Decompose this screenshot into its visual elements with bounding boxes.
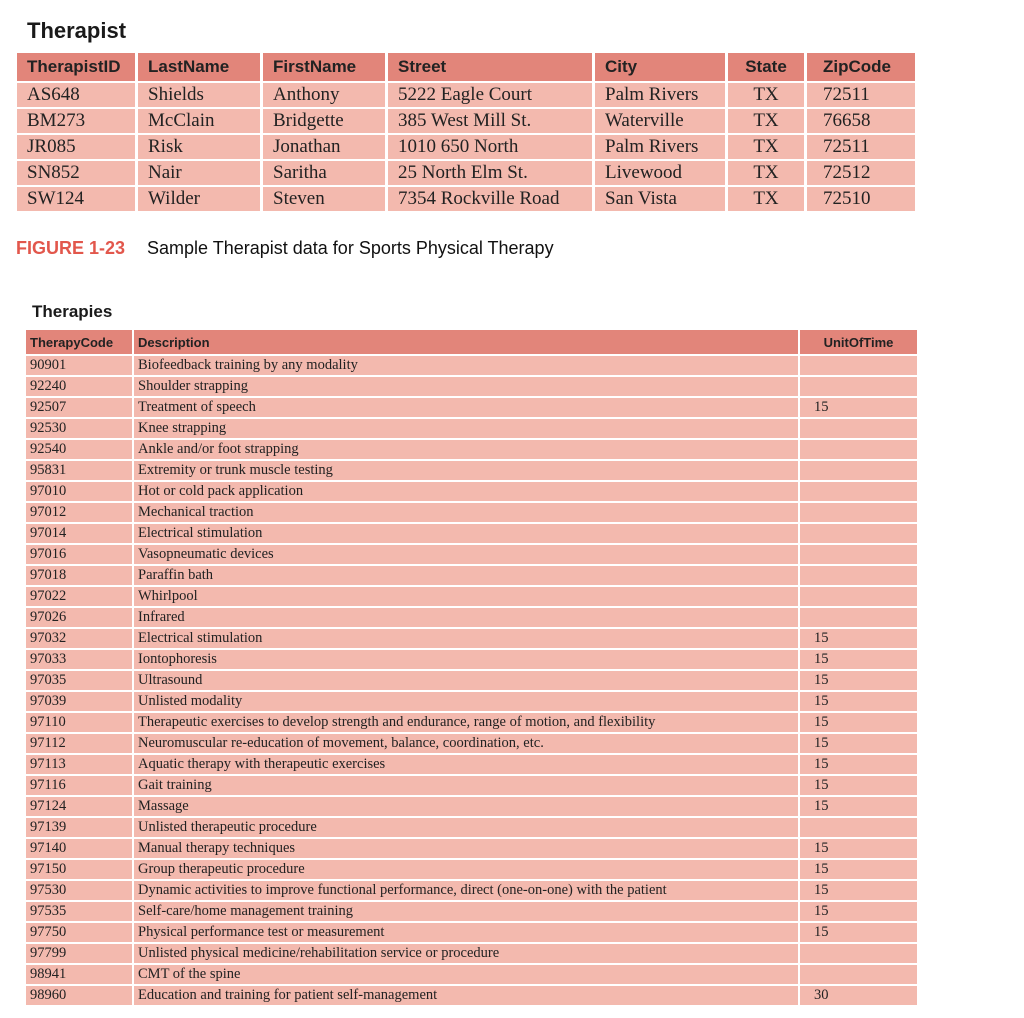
- column-header-state: State: [728, 53, 804, 81]
- table-row: [17, 187, 915, 211]
- column-header-therapistid: TherapistID: [17, 53, 135, 81]
- cell-therapycode: 97033: [26, 650, 132, 669]
- cell-unitoftime: 15: [800, 755, 917, 774]
- cell-unitoftime: [800, 482, 917, 501]
- cell-therapycode: 97035: [26, 671, 132, 690]
- column-header-zipcode: ZipCode: [807, 53, 915, 81]
- cell-state: TX: [728, 109, 804, 133]
- cell-therapycode: 97139: [26, 818, 132, 837]
- cell-description: Therapeutic exercises to develop strength and endurance, range of motion, and flexibility: [134, 713, 798, 732]
- cell-description: Whirlpool: [134, 587, 798, 606]
- cell-therapycode: 97010: [26, 482, 132, 501]
- cell-state: TX: [728, 83, 804, 107]
- cell-zipcode: 72511: [807, 83, 915, 107]
- cell-description: Unlisted therapeutic procedure: [134, 818, 798, 837]
- cell-description: Treatment of speech: [134, 398, 798, 417]
- cell-description: Mechanical traction: [134, 503, 798, 522]
- cell-firstname: Saritha: [263, 161, 385, 185]
- cell-city: Waterville: [595, 109, 725, 133]
- cell-unitoftime: 15: [800, 902, 917, 921]
- cell-unitoftime: 15: [800, 629, 917, 648]
- cell-therapycode: 97039: [26, 692, 132, 711]
- table-row: [26, 902, 917, 921]
- cell-description: Massage: [134, 797, 798, 816]
- column-header-description: Description: [134, 330, 798, 354]
- table-row: [26, 356, 917, 375]
- cell-description: Infrared: [134, 608, 798, 627]
- cell-lastname: Nair: [138, 161, 260, 185]
- cell-therapycode: 97112: [26, 734, 132, 753]
- cell-firstname: Bridgette: [263, 109, 385, 133]
- cell-zipcode: 72512: [807, 161, 915, 185]
- therapies-header-row: [26, 330, 917, 354]
- table-row: [26, 839, 917, 858]
- table-row: [26, 524, 917, 543]
- cell-therapycode: 97012: [26, 503, 132, 522]
- cell-unitoftime: [800, 503, 917, 522]
- column-header-firstname: FirstName: [263, 53, 385, 81]
- table-row: [26, 881, 917, 900]
- cell-description: Physical performance test or measurement: [134, 923, 798, 942]
- cell-firstname: Steven: [263, 187, 385, 211]
- table-row: [26, 776, 917, 795]
- cell-therapycode: 97750: [26, 923, 132, 942]
- cell-city: San Vista: [595, 187, 725, 211]
- cell-unitoftime: [800, 440, 917, 459]
- table-row: [17, 83, 915, 107]
- cell-firstname: Jonathan: [263, 135, 385, 159]
- table-row: [26, 608, 917, 627]
- cell-description: Iontophoresis: [134, 650, 798, 669]
- cell-street: 5222 Eagle Court: [388, 83, 592, 107]
- cell-unitoftime: 15: [800, 923, 917, 942]
- cell-unitoftime: 15: [800, 839, 917, 858]
- column-header-city: City: [595, 53, 725, 81]
- table-row: [26, 671, 917, 690]
- therapist-header-row: [17, 53, 915, 81]
- cell-description: Vasopneumatic devices: [134, 545, 798, 564]
- therapist-table: [14, 51, 918, 213]
- cell-state: TX: [728, 135, 804, 159]
- cell-unitoftime: [800, 587, 917, 606]
- cell-therapycode: 92540: [26, 440, 132, 459]
- therapies-table-title: Therapies: [32, 302, 113, 321]
- cell-therapycode: 98960: [26, 986, 132, 1005]
- cell-therapistid: SN852: [17, 161, 135, 185]
- cell-therapycode: 97116: [26, 776, 132, 795]
- cell-description: Manual therapy techniques: [134, 839, 798, 858]
- table-row: [26, 440, 917, 459]
- cell-description: Electrical stimulation: [134, 524, 798, 543]
- cell-unitoftime: [800, 377, 917, 396]
- cell-therapycode: 95831: [26, 461, 132, 480]
- cell-description: Electrical stimulation: [134, 629, 798, 648]
- cell-description: Hot or cold pack application: [134, 482, 798, 501]
- cell-unitoftime: 15: [800, 734, 917, 753]
- table-row: [26, 482, 917, 501]
- table-row: [26, 419, 917, 438]
- cell-unitoftime: 15: [800, 671, 917, 690]
- cell-therapycode: 97124: [26, 797, 132, 816]
- cell-therapistid: SW124: [17, 187, 135, 211]
- cell-unitoftime: [800, 608, 917, 627]
- table-row: [26, 755, 917, 774]
- cell-therapycode: 90901: [26, 356, 132, 375]
- cell-zipcode: 72511: [807, 135, 915, 159]
- cell-unitoftime: [800, 566, 917, 585]
- table-row: [26, 965, 917, 984]
- cell-description: Knee strapping: [134, 419, 798, 438]
- cell-description: Unlisted modality: [134, 692, 798, 711]
- cell-therapycode: 92240: [26, 377, 132, 396]
- cell-zipcode: 72510: [807, 187, 915, 211]
- cell-city: Palm Rivers: [595, 83, 725, 107]
- cell-lastname: McClain: [138, 109, 260, 133]
- cell-firstname: Anthony: [263, 83, 385, 107]
- column-header-street: Street: [388, 53, 592, 81]
- cell-street: 25 North Elm St.: [388, 161, 592, 185]
- cell-unitoftime: [800, 356, 917, 375]
- cell-lastname: Wilder: [138, 187, 260, 211]
- cell-description: Extremity or trunk muscle testing: [134, 461, 798, 480]
- cell-therapycode: 92507: [26, 398, 132, 417]
- table-row: [26, 818, 917, 837]
- cell-therapycode: 92530: [26, 419, 132, 438]
- cell-therapycode: 98941: [26, 965, 132, 984]
- cell-description: Ankle and/or foot strapping: [134, 440, 798, 459]
- cell-therapycode: 97113: [26, 755, 132, 774]
- table-row: [17, 109, 915, 133]
- table-row: [26, 377, 917, 396]
- cell-description: Paraffin bath: [134, 566, 798, 585]
- table-row: [26, 461, 917, 480]
- table-row: [26, 944, 917, 963]
- table-row: [17, 135, 915, 159]
- cell-therapistid: BM273: [17, 109, 135, 133]
- table-row: [26, 503, 917, 522]
- cell-lastname: Shields: [138, 83, 260, 107]
- cell-unitoftime: [800, 461, 917, 480]
- table-row: [26, 629, 917, 648]
- cell-street: 1010 650 North: [388, 135, 592, 159]
- table-row: [26, 797, 917, 816]
- cell-unitoftime: 15: [800, 860, 917, 879]
- table-row: [26, 734, 917, 753]
- cell-therapycode: 97140: [26, 839, 132, 858]
- cell-unitoftime: 15: [800, 398, 917, 417]
- cell-unitoftime: 15: [800, 692, 917, 711]
- cell-city: Palm Rivers: [595, 135, 725, 159]
- cell-unitoftime: [800, 545, 917, 564]
- cell-state: TX: [728, 161, 804, 185]
- table-row: [26, 986, 917, 1005]
- table-row: [26, 587, 917, 606]
- cell-unitoftime: 15: [800, 881, 917, 900]
- cell-unitoftime: [800, 944, 917, 963]
- figure-caption: [16, 238, 554, 259]
- cell-therapycode: 97016: [26, 545, 132, 564]
- table-row: [17, 161, 915, 185]
- cell-unitoftime: 15: [800, 650, 917, 669]
- table-row: [26, 692, 917, 711]
- cell-therapistid: JR085: [17, 135, 135, 159]
- cell-description: Dynamic activities to improve functional performance, direct (one-on-one) with the patient: [134, 881, 798, 900]
- cell-description: Ultrasound: [134, 671, 798, 690]
- cell-unitoftime: 15: [800, 797, 917, 816]
- table-row: [26, 923, 917, 942]
- cell-description: Aquatic therapy with therapeutic exercises: [134, 755, 798, 774]
- cell-therapycode: 97026: [26, 608, 132, 627]
- table-row: [26, 545, 917, 564]
- cell-therapycode: 97535: [26, 902, 132, 921]
- cell-zipcode: 76658: [807, 109, 915, 133]
- cell-unitoftime: 15: [800, 713, 917, 732]
- table-row: [26, 566, 917, 585]
- cell-description: Gait training: [134, 776, 798, 795]
- cell-therapycode: 97022: [26, 587, 132, 606]
- cell-unitoftime: 15: [800, 776, 917, 795]
- cell-lastname: Risk: [138, 135, 260, 159]
- column-header-lastname: LastName: [138, 53, 260, 81]
- cell-description: Unlisted physical medicine/rehabilitation service or procedure: [134, 944, 798, 963]
- cell-therapycode: 97150: [26, 860, 132, 879]
- cell-therapycode: 97799: [26, 944, 132, 963]
- cell-description: Education and training for patient self-management: [134, 986, 798, 1005]
- cell-unitoftime: [800, 419, 917, 438]
- cell-therapycode: 97530: [26, 881, 132, 900]
- cell-unitoftime: [800, 818, 917, 837]
- cell-street: 385 West Mill St.: [388, 109, 592, 133]
- cell-therapycode: 97014: [26, 524, 132, 543]
- figure-label: FIGURE 1-23: [16, 238, 126, 258]
- cell-unitoftime: [800, 524, 917, 543]
- cell-unitoftime: [800, 965, 917, 984]
- cell-description: CMT of the spine: [134, 965, 798, 984]
- cell-therapycode: 97110: [26, 713, 132, 732]
- cell-unitoftime: 30: [800, 986, 917, 1005]
- therapies-table: [24, 328, 919, 1007]
- figure-caption-text: Sample Therapist data for Sports Physical Therapy: [147, 238, 554, 258]
- cell-therapycode: 97018: [26, 566, 132, 585]
- therapist-table-title: Therapist: [27, 18, 127, 43]
- cell-state: TX: [728, 187, 804, 211]
- table-row: [26, 650, 917, 669]
- table-row: [26, 398, 917, 417]
- column-header-therapycode: TherapyCode: [26, 330, 132, 354]
- cell-therapistid: AS648: [17, 83, 135, 107]
- cell-description: Group therapeutic procedure: [134, 860, 798, 879]
- table-row: [26, 713, 917, 732]
- cell-description: Shoulder strapping: [134, 377, 798, 396]
- cell-description: Neuromuscular re-education of movement, balance, coordination, etc.: [134, 734, 798, 753]
- cell-description: Biofeedback training by any modality: [134, 356, 798, 375]
- cell-city: Livewood: [595, 161, 725, 185]
- column-header-unitoftime: UnitOfTime: [800, 330, 917, 354]
- cell-street: 7354 Rockville Road: [388, 187, 592, 211]
- cell-description: Self-care/home management training: [134, 902, 798, 921]
- table-row: [26, 860, 917, 879]
- cell-therapycode: 97032: [26, 629, 132, 648]
